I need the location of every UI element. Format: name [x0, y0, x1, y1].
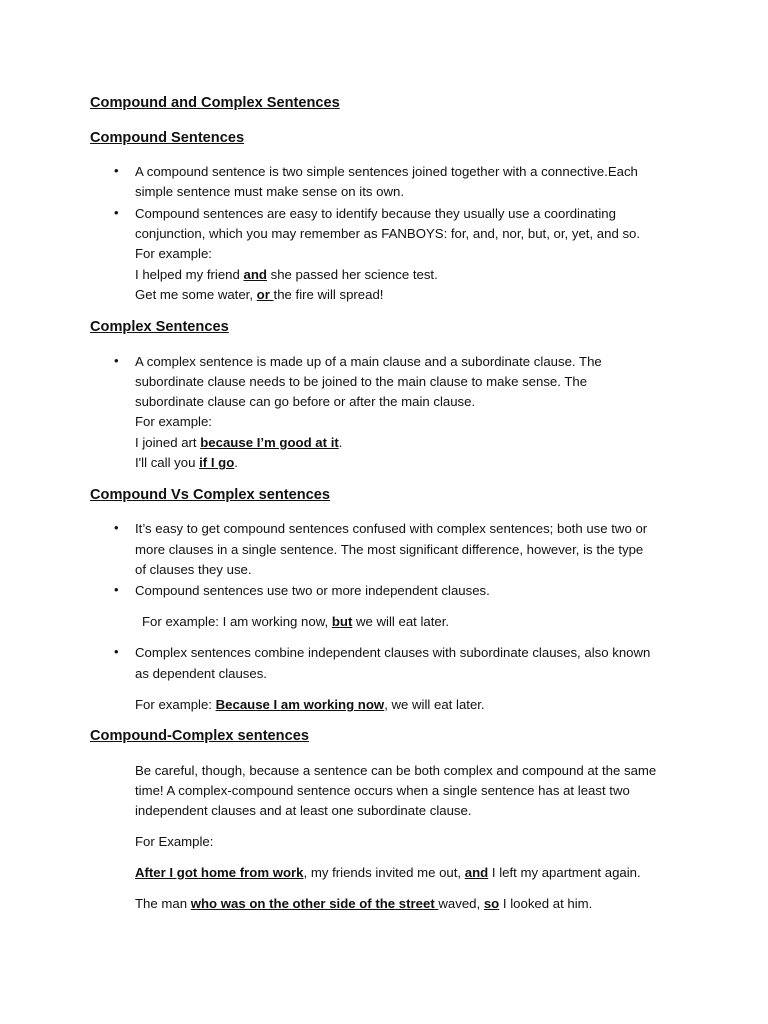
example-text: For example: I am working now,	[142, 614, 332, 629]
vs-example-1	[142, 612, 449, 632]
bullet-icon: •	[114, 520, 119, 535]
example-connective: so	[483, 896, 500, 911]
example-text: I helped my friend	[135, 267, 244, 282]
cc-example-2	[135, 894, 592, 914]
vs-example-2	[135, 695, 485, 715]
compound-example-2	[135, 285, 383, 305]
vs-bullet1-line3: of clauses they use.	[135, 562, 252, 577]
example-subordinate-clause: because I’m good at it	[200, 435, 339, 450]
compound-for-example: For example:	[135, 246, 212, 261]
example-text: , my friends invited me out,	[303, 865, 465, 880]
complex-bullet1-line1: A complex sentence is made up of a main clause and a subordinate clause. The	[135, 354, 602, 369]
section-heading-compound: Compound Sentences	[90, 130, 245, 146]
complex-bullet1-line3: subordinate clause can go before or after the main clause.	[135, 394, 476, 409]
example-connective: and	[243, 267, 267, 282]
example-text: .	[234, 455, 238, 470]
bullet-icon: •	[114, 353, 119, 368]
example-text: I joined art	[135, 435, 201, 450]
example-connective: and	[464, 865, 489, 880]
compound-example-1	[135, 265, 438, 285]
example-text: I left my apartment again.	[488, 865, 641, 880]
document-title: Compound and Complex Sentences	[90, 95, 340, 111]
cc-paragraph-line3: independent clauses and at least one subordinate clause.	[135, 803, 472, 818]
section-heading-compound-complex: Compound-Complex sentences	[90, 728, 309, 744]
section-heading-vs: Compound Vs Complex sentences	[90, 487, 331, 503]
bullet-icon: •	[114, 205, 119, 220]
example-text: waved,	[438, 896, 484, 911]
cc-example-1	[135, 863, 641, 883]
example-text: , we will eat later.	[384, 697, 485, 712]
example-text: I'll call you	[135, 455, 200, 470]
cc-for-example: For Example:	[135, 834, 214, 849]
example-text: For example:	[135, 697, 216, 712]
example-text: The man	[135, 896, 191, 911]
example-subordinate-clause: After I got home from work	[135, 865, 304, 880]
vs-bullet3-line1: Complex sentences combine independent clauses with subordinate clauses, also known	[135, 645, 651, 660]
example-subordinate-clause: who was on the other side of the street	[190, 896, 439, 911]
example-text: .	[338, 435, 343, 450]
bullet-icon: •	[114, 644, 119, 659]
compound-bullet1-line1: A compound sentence is two simple sentences joined together with a connective.Each	[135, 164, 638, 179]
cc-paragraph-line1: Be careful, though, because a sentence can be both complex and compound at the same	[135, 763, 657, 778]
vs-bullet2: Compound sentences use two or more independent clauses.	[135, 583, 490, 598]
example-connective: or	[256, 287, 274, 302]
complex-bullet1-line2: subordinate clause needs to be joined to the main clause to make sense. The	[135, 374, 588, 389]
bullet-icon: •	[114, 163, 119, 178]
example-subordinate-clause: if I go	[199, 455, 235, 470]
example-text: I looked at him.	[499, 896, 593, 911]
vs-bullet1-line1: It’s easy to get compound sentences confused with complex sentences; both use two or	[135, 521, 648, 536]
example-text: the fire will spread!	[273, 287, 384, 302]
vs-bullet3-line2: as dependent clauses.	[135, 666, 267, 681]
cc-paragraph-line2: time! A complex-compound sentence occurs when a single sentence has at least two	[135, 783, 630, 798]
vs-bullet1-line2: more clauses in a single sentence. The most significant difference, however, is the type	[135, 542, 644, 557]
complex-example-2	[135, 453, 238, 473]
example-connective: but	[331, 614, 353, 629]
section-heading-complex: Complex Sentences	[90, 319, 229, 335]
compound-bullet2-line1: Compound sentences are easy to identify because they usually use a coordinating	[135, 206, 616, 221]
example-text: she passed her science test.	[266, 267, 438, 282]
example-text: Get me some water,	[135, 287, 257, 302]
compound-bullet1-line2: simple sentence must make sense on its own.	[135, 184, 405, 199]
example-subordinate-clause: Because I am working now	[215, 697, 385, 712]
bullet-icon: •	[114, 582, 119, 597]
complex-example-1	[135, 433, 342, 453]
compound-bullet2-line2: conjunction, which you may remember as FANBOYS: for, and, nor, but, or, yet, and so.	[135, 226, 641, 241]
complex-for-example: For example:	[135, 414, 212, 429]
example-text: we will eat later.	[352, 614, 450, 629]
